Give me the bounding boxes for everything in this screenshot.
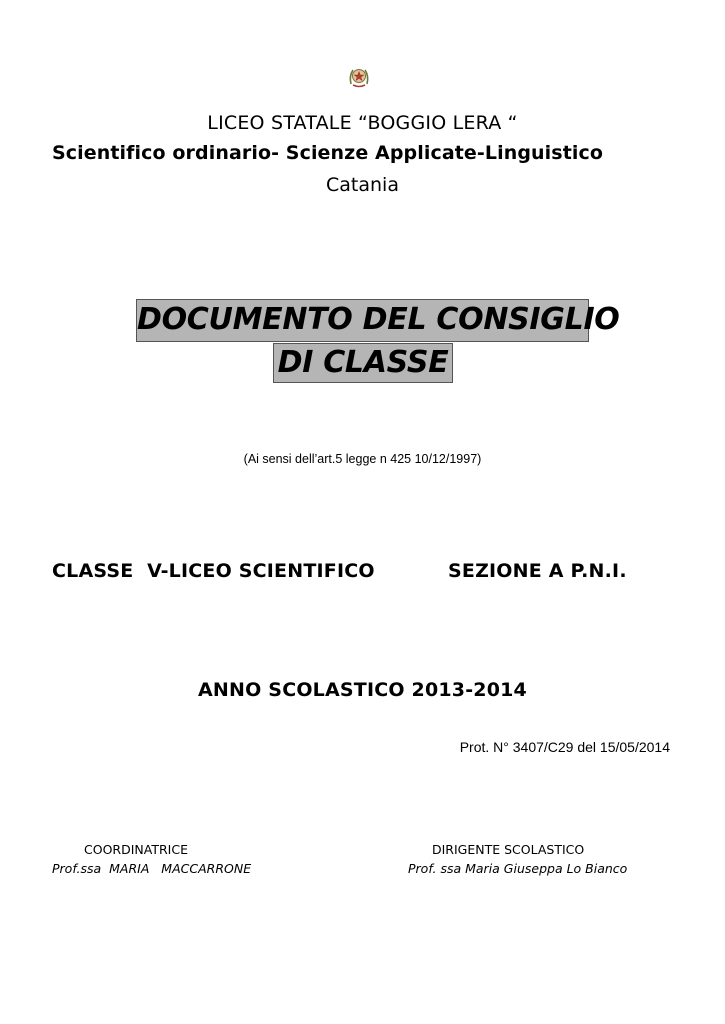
- document-title-line-2: DI CLASSE: [273, 343, 453, 383]
- section-label: SEZIONE A P.N.I.: [448, 560, 627, 582]
- italian-republic-emblem-icon: [347, 64, 371, 90]
- principal-role: DIRIGENTE SCOLASTICO: [432, 842, 585, 857]
- school-tracks: Scientifico ordinario- Scienze Applicate-Linguistico: [52, 142, 604, 164]
- coordinator-name: Prof.ssa MARIA MACCARRONE: [52, 861, 252, 876]
- school-year: ANNO SCOLASTICO 2013-2014: [198, 679, 527, 701]
- document-title-line-1: DOCUMENTO DEL CONSIGLIO: [136, 299, 589, 342]
- coordinator-role: COORDINATRICE: [84, 842, 188, 857]
- school-city: Catania: [326, 174, 399, 196]
- protocol-number: Prot. N° 3407/C29 del 15/05/2014: [459, 739, 670, 755]
- legal-reference: (Ai sensi dell’art.5 legge n 425 10/12/1997): [243, 452, 482, 466]
- school-name: LICEO STATALE “BOGGIO LERA “: [207, 112, 518, 134]
- principal-name: Prof. ssa Maria Giuseppa Lo Bianco: [408, 861, 628, 876]
- class-label: CLASSE V-LICEO SCIENTIFICO: [52, 560, 375, 582]
